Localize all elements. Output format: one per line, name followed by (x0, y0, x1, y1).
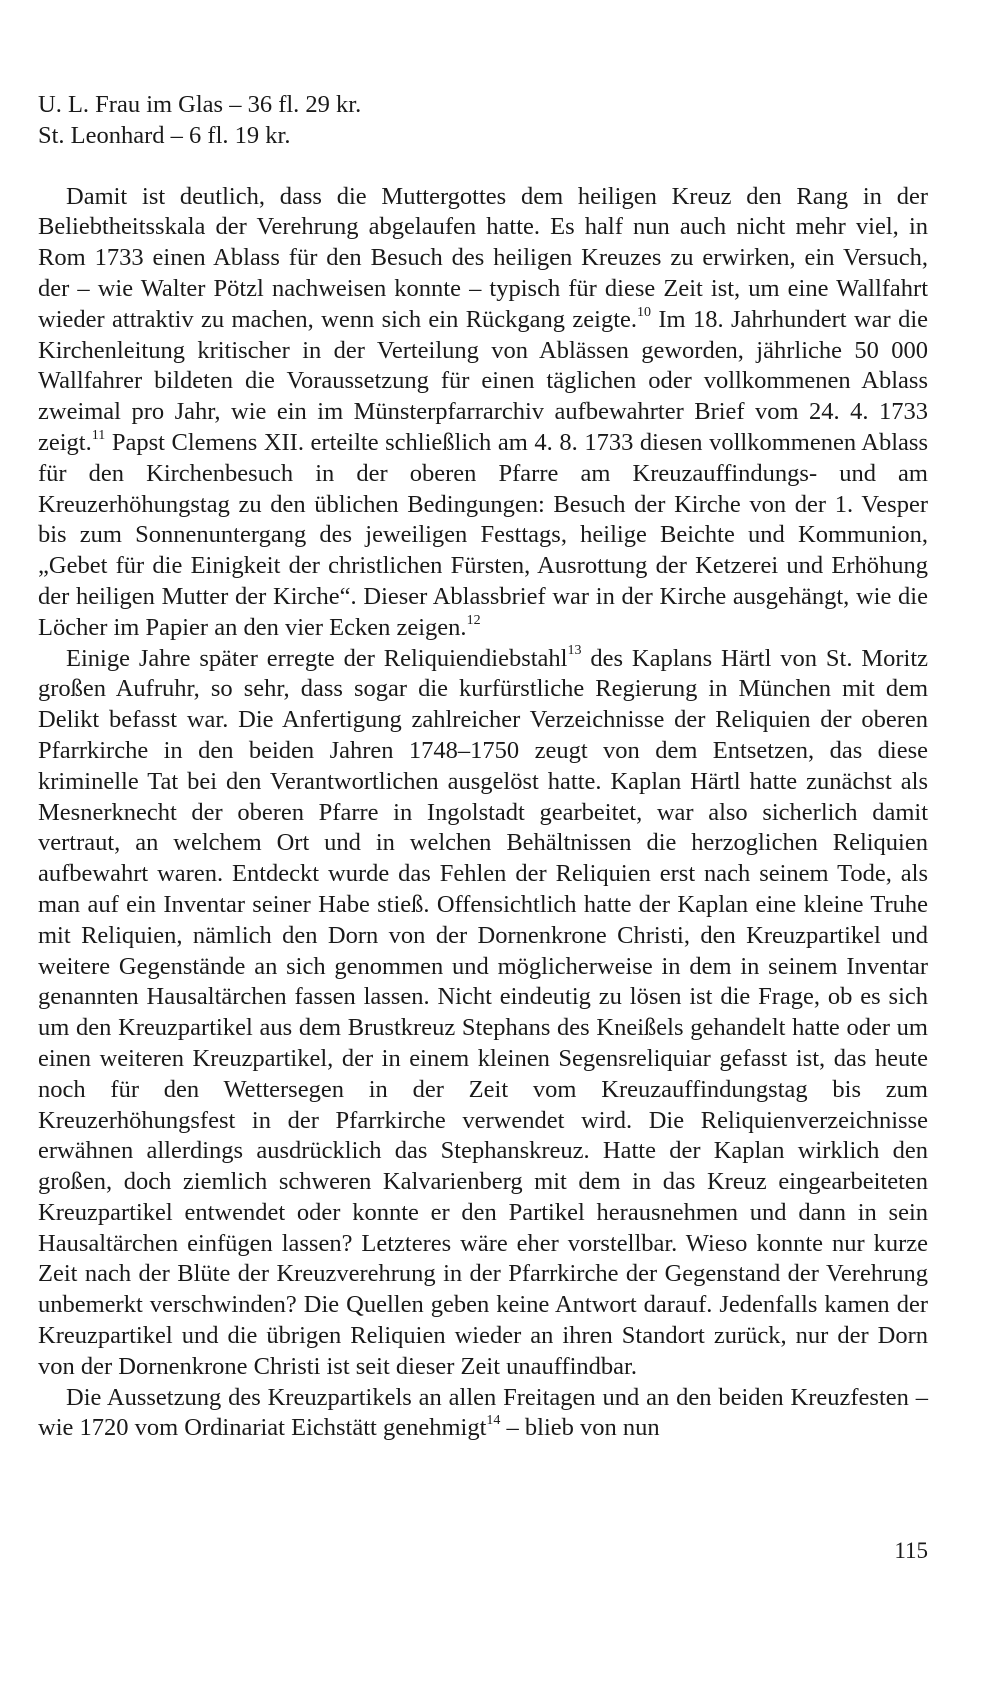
footnote-ref-14[interactable]: 14 (486, 1413, 501, 1429)
page-number: 115 (894, 1538, 928, 1563)
text-segment: – blieb von nun (500, 1414, 660, 1442)
donation-entry-st-leonhard: St. Leonhard – 6 fl. 19 kr. (38, 121, 291, 149)
paragraph-spacer (38, 152, 928, 182)
body-text (38, 90, 928, 1444)
donation-entry-frau-im-glas: U. L. Frau im Glas – 36 fl. 29 kr. (38, 91, 362, 118)
paragraph-relic-theft (38, 644, 928, 1383)
text-segment: Papst Clemens XII. erteilte schließlich am 4. 8. 1733 diesen vollkommenen Ablass für den Kirchenbesuch in der oberen Pfarre am Kreuzauffindungs- und am Kreuzerhöhungstag zu den üblichen Bedingungen: Besuch der Kirche von der 1. Vesper bis zum Sonnenuntergang des jeweiligen Festtags, heilige Beichte und Kommunion, „Gebet für die Einigkeit der christlichen Fürsten, Ausrottung der Ketzerei und Erhöhung der heiligen Mutter der Kirche“. Dieser Ablassbrief war in der Kirche ausgehängt, wie die Löcher im Papier an den vier Ecken zeigen. (38, 428, 928, 641)
footnote-ref-10[interactable]: 10 (637, 304, 652, 320)
paragraph-exposition (38, 1383, 928, 1445)
footnote-ref-13[interactable]: 13 (567, 643, 582, 659)
text-segment: des Kaplans Härtl von St. Moritz großen Aufruhr, so sehr, dass sogar die kurfürstliche Regierung in München mit dem Delikt befasst war. Die Anfertigung zahlreicher Verzeichnisse der Reliquien der oberen Pfarrkirche in den beiden Jahren 1748–1750 zeugt von dem Entsetzen, das diese kriminelle Tat bei den Verantwortlichen ausgelöst hatte. Kaplan Härtl hatte zunächst als Mesnerknecht der oberen Pfarre in Ingolstadt gearbeitet, war also sicherlich damit vertraut, an welchem Ort und in welchen Behältnissen die herzoglichen Reliquien aufbewahrt waren. Entdeckt wurde das Fehlen der Reliquien erst nach seinem Tode, als man auf ein Inventar seiner Habe stieß. Offensichtlich hatte der Kaplan eine kleine Truhe mit Reliquien, nämlich den Dorn von der Dornenkrone Christi, den Kreuzpartikel und weitere Gegenstände an sich genommen und möglicherweise in dem in seinem Inventar genannten Hausaltärchen fassen lassen. Nicht eindeutig zu lösen ist die Frage, ob es sich um den Kreuzpartikel aus dem Brustkreuz Stephans des Kneißels gehandelt hatte oder um einen weiteren Kreuzpartikel, der in einem kleinen Segensreliquiar gefasst ist, das heute noch für den Wettersegen in der Zeit vom Kreuzauffindungstag bis zum Kreuzerhöhungsfest in der Pfarrkirche verwendet wird. Die Reliquienverzeichnisse erwähnen allerdings ausdrücklich das Stephanskreuz. Hatte der Kaplan wirklich den großen, doch ziemlich schweren Kalvarienberg mit dem in das Kreuz eingearbeiteten Kreuzpartikel entwendet oder konnte er den Partikel herausnehmen und dann in sein Hausaltärchen einfügen lassen? Letzteres wäre eher vorstellbar. Wieso konnte nur kurze Zeit nach der Blüte der Kreuzverehrung in der Pfarrkirche der Gegenstand der Verehrung unbemerkt verschwinden? Die Quellen geben keine Antwort darauf. Jedenfalls kamen der Kreuzpartikel und die übrigen Reliquien wieder an ihren Standort zurück, nur der Dorn von der Dornenkrone Christi ist seit dieser Zeit unauffindbar. (38, 644, 928, 1380)
footnote-ref-12[interactable]: 12 (466, 612, 481, 628)
text-segment: Die Aussetzung des Kreuzpartikels an allen Freitagen und an den beiden Kreuzfesten – wie 1720 vom Ordinariat Eichstätt genehmigt (38, 1383, 928, 1442)
text-segment: Damit ist deutlich, dass die Muttergottes dem heiligen Kreuz den Rang in der Beliebtheitsskala der Verehrung abgelaufen hatte. Es half nun auch nicht mehr viel, in Rom 1733 einen Ablass für den Besuch des heiligen Kreuzes zu erwirken, ein Versuch, der – wie Walter Pötzl nachweisen konnte – typisch für diese Zeit ist, um eine Wallfahrt wieder attraktiv zu machen, wenn sich ein Rückgang zeigte. (38, 182, 928, 333)
footnote-ref-11[interactable]: 11 (91, 427, 106, 443)
paragraph-indulgence (38, 182, 928, 644)
text-segment: Einige Jahre später erregte der Reliquiendiebstahl (66, 644, 568, 672)
text-segment: Im 18. Jahrhundert war die Kirchenleitung kritischer in der Verteilung von Ablässen geworden, jährliche 50 000 Wallfahrer bildeten die Voraussetzung für einen täglichen oder vollkommenen Ablass zweimal pro Jahr, wie ein im Münsterpfarrarchiv aufbewahrter Brief vom 24. 4. 1733 zeigt. (38, 305, 928, 456)
